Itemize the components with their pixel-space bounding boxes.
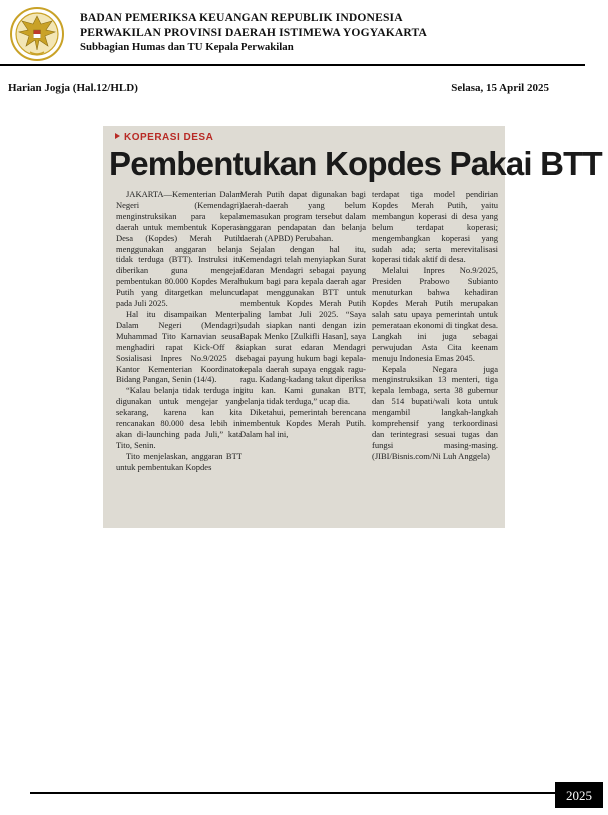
date-label: Selasa, 15 April 2025	[451, 82, 549, 94]
article-column-1	[116, 189, 242, 473]
org-branch: PERWAKILAN PROVINSI DAERAH ISTIMEWA YOGYAKARTA	[80, 25, 428, 39]
news-clipping	[103, 126, 602, 528]
paragraph: Merah Putih dapat digunakan bagi daerah-daerah yang belum memasukan program tersebut dalam anggaran pendapatan dan belanja daerah (APBD) Perubahan.	[240, 189, 366, 243]
paragraph: Melalui Inpres No.9/2025, Presiden Prabowo Subianto menuturkan bahwa kehadiran Kopdes Merah Putih merupakan salah satu upaya pemerintah untuk pemerataan ekonomi di tingkat desa. Langkah ini juga sebagai perwujudan Asta Cita keenam menuju Indonesia Emas 2045.	[372, 265, 498, 363]
paragraph: JAKARTA—Kementerian Dalam Negeri (Kemendagri) menginstruksikan para kepala daerah untuk membentuk Koperasi Desa (Kopdes) Merah Putih menggunakan anggaran belanja tidak terduga (BTT). Instruksi itu diberikan guna mengejar pembentukan 80.000 Kopdes Merah Putih yang ditargetkan meluncur pada Juli 2025.	[116, 189, 242, 309]
paragraph: “Kalau belanja tidak terduga ini digunakan untuk mengejar yang sekarang, karena kan kita rencanakan 80.000 desa lebih ini akan di-launching pada Juli,” kata Tito, Senin.	[116, 385, 242, 450]
article-column-2	[240, 189, 366, 440]
header-divider	[0, 64, 585, 66]
triangle-right-icon	[115, 133, 120, 139]
paragraph: Kepala Negara juga menginstruksikan 13 menteri, tiga kepala lembaga, serta 38 gubernur dan 514 bupati/wali kota untuk mengambil langkah-langkah komprehensif yang terkoordinasi dan terintegrasi sesuai tugas dan fungsi masing-masing. (JIBI/Bisnis.com/Ni Luh Anggela)	[372, 363, 498, 461]
paragraph: Tito menjelaskan, anggaran BTT untuk pembentukan Kopdes	[116, 450, 242, 472]
paragraph: Sejalan dengan hal itu, Kemendagri telah menyiapkan Surat Edaran Mendagri sebagai payung hukum bagi para kepala daerah agar dapat menggunakan BTT untuk membentuk Kopdes Merah Putih paling lambat Juli 2025. “Saya sudah siapkan nanti dengan izin Bapak Menko [Zulkifli Hasan], saya siapkan surat edaran Mendagri sebagai payung hukum bagi kepala-kepala daerah supaya enggak ragu-ragu. Kadang-kadang takut diperiksa gitu kan. Kami gunakan BTT, belanja tidak terduga,” ucap dia.	[240, 243, 366, 407]
page-number: 2025	[555, 782, 603, 808]
footer-divider	[30, 792, 557, 794]
letterhead	[80, 11, 427, 55]
org-name: BADAN PEMERIKSA KEUANGAN REPUBLIK INDONESIA	[80, 11, 403, 24]
kicker	[115, 132, 213, 143]
paragraph: terdapat tiga model pendirian Kopdes Merah Putih, yaitu membangun koperasi di desa yang belum terdapat koperasi; mengembangkan koperasi yang sudah ada; serta merevitalisasi koperasi tidak aktif di desa.	[372, 189, 498, 265]
headline: Pembentukan Kopdes Pakai BTT	[109, 145, 602, 182]
garuda-emblem-icon	[8, 6, 66, 62]
paragraph: Diketahui, pemerintah berencana membentuk Kopdes Merah Putih. Dalam hal ini,	[240, 407, 366, 439]
source-label: Harian Jogja (Hal.12/HLD)	[8, 82, 138, 94]
kicker-text: KOPERASI DESA	[124, 132, 214, 143]
org-unit: Subbagian Humas dan TU Kepala Perwakilan	[80, 41, 294, 53]
article-column-3	[372, 189, 498, 462]
paragraph: Hal itu disampaikan Menteri Dalam Negeri (Mendagri), Muhammad Tito Karnavian seusai menghadiri rapat Kick-Off & Sosialisasi Inpres No.9/2025 di Kantor Kementerian Koordinator Bidang Pangan, Senin (14/4).	[116, 308, 242, 385]
